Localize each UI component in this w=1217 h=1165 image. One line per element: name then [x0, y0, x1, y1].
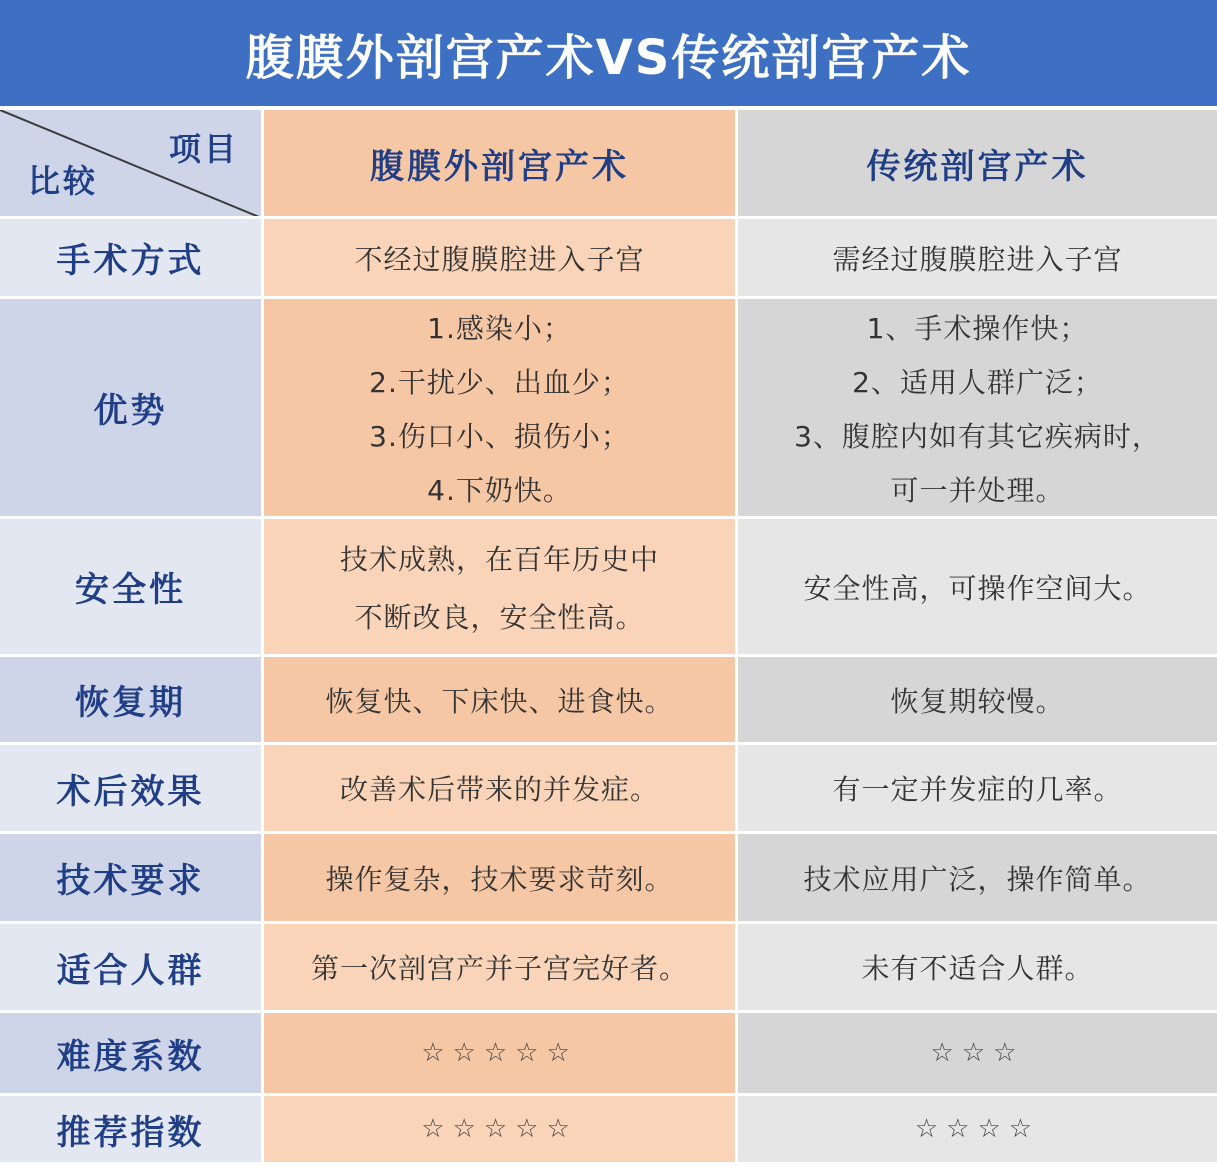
corner-label-item: 项目	[168, 130, 239, 168]
row-label-advantages: 优势	[0, 299, 264, 519]
star-rating-icon: ☆☆☆☆☆	[421, 1114, 578, 1144]
star-rating-icon: ☆☆☆☆☆	[421, 1038, 578, 1068]
column-header-extraperitoneal: 腹膜外剖宫产术	[264, 110, 738, 219]
cell-a-recovery: 恢复快、下床快、进食快。	[264, 657, 738, 745]
cell-a-difficulty	[264, 1013, 738, 1096]
page-title: 腹膜外剖宫产术VS传统剖宫产术	[245, 29, 972, 86]
row-label-suitable-group: 适合人群	[0, 924, 264, 1013]
star-rating-icon: ☆☆☆	[930, 1038, 1025, 1068]
corner-header-cell	[0, 110, 264, 219]
column-header-traditional: 传统剖宫产术	[738, 110, 1217, 219]
cell-b-recovery: 恢复期较慢。	[738, 657, 1217, 745]
cell-b-difficulty	[738, 1013, 1217, 1096]
cell-a-postop-effect: 改善术后带来的并发症。	[264, 745, 738, 834]
cell-a-technical-req: 操作复杂，技术要求苛刻。	[264, 834, 738, 924]
cell-a-surgery-method: 不经过腹膜腔进入子宫	[264, 219, 738, 299]
cell-b-recommendation	[738, 1096, 1217, 1165]
row-label-surgery-method: 手术方式	[0, 219, 264, 299]
row-label-safety: 安全性	[0, 519, 264, 657]
row-label-technical-req: 技术要求	[0, 834, 264, 924]
cell-b-surgery-method: 需经过腹膜腔进入子宫	[738, 219, 1217, 299]
row-label-recommendation: 推荐指数	[0, 1096, 264, 1165]
cell-b-suitable-group: 未有不适合人群。	[738, 924, 1217, 1013]
cell-b-technical-req: 技术应用广泛，操作简单。	[738, 834, 1217, 924]
row-label-recovery: 恢复期	[0, 657, 264, 745]
cell-a-safety: 技术成熟，在百年历史中 不断改良，安全性高。	[264, 519, 738, 657]
row-label-postop-effect: 术后效果	[0, 745, 264, 834]
comparison-table	[0, 110, 1217, 1165]
cell-b-postop-effect: 有一定并发症的几率。	[738, 745, 1217, 834]
cell-b-safety: 安全性高，可操作空间大。	[738, 519, 1217, 657]
row-label-difficulty: 难度系数	[0, 1013, 264, 1096]
cell-a-advantages: 1.感染小； 2.干扰少、出血少； 3.伤口小、损伤小； 4.下奶快。	[264, 299, 738, 519]
cell-b-advantages: 1、手术操作快； 2、适用人群广泛； 3、腹腔内如有其它疾病时， 可一并处理。	[738, 299, 1217, 519]
star-rating-icon: ☆☆☆☆	[914, 1114, 1041, 1144]
corner-label-compare: 比较	[28, 162, 99, 200]
cell-a-recommendation	[264, 1096, 738, 1165]
cell-a-suitable-group: 第一次剖宫产并子宫完好者。	[264, 924, 738, 1013]
title-bar	[0, 0, 1217, 106]
